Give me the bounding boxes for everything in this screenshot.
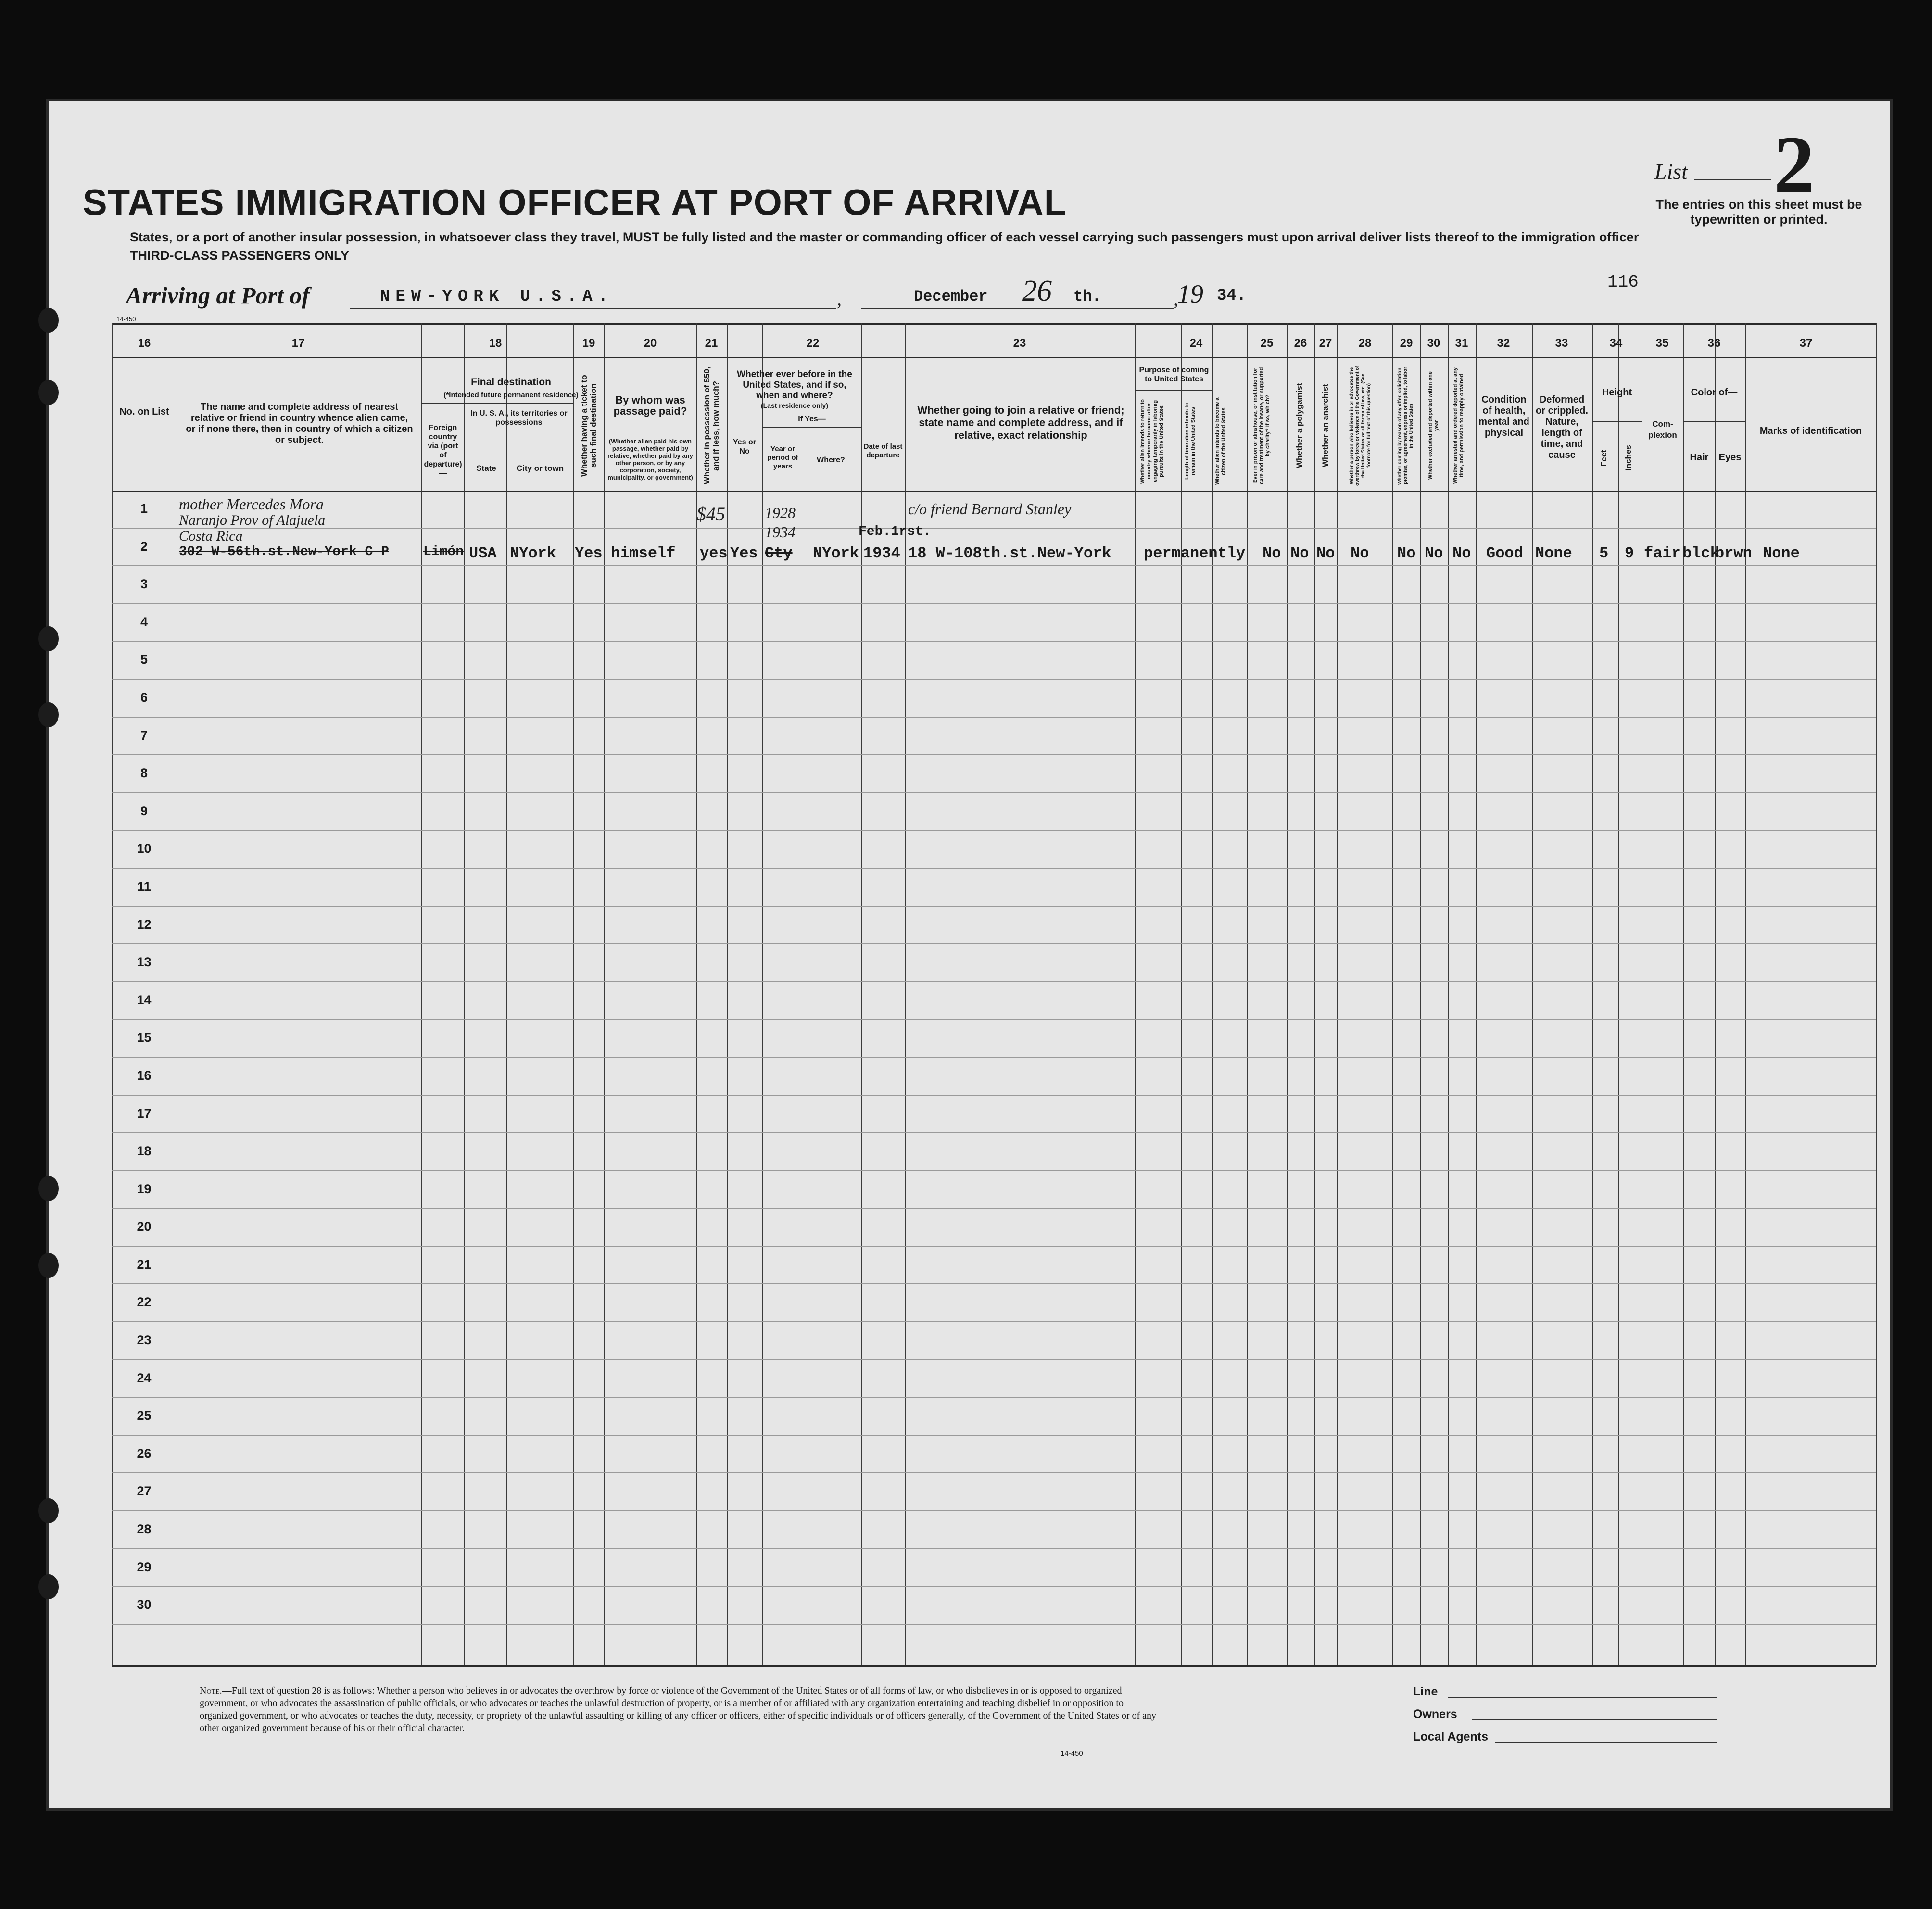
row-number: 29	[137, 1559, 152, 1574]
header-purpose: Purpose of coming to United States	[1139, 366, 1209, 383]
row-number: 17	[137, 1106, 152, 1121]
possession-value: yes	[700, 544, 728, 562]
header-nearest-relative: The name and complete address of nearest relative or friend in country whence alien came, or if none there, then in country of which a citizen or subject.	[186, 402, 413, 445]
table-row	[112, 1549, 1876, 1587]
header-purpose-length: Length of time alien intends to remain in the United States	[1184, 403, 1196, 480]
table-row	[112, 1096, 1876, 1134]
row-number: 22	[137, 1295, 152, 1310]
header-prison: Ever in prison or almshouse, or institution for care and treatment of the insane, or supported by charity? If so, which?	[1252, 367, 1271, 484]
height-inches: 9	[1625, 544, 1634, 562]
relative-place-handwritten: Naranjo Prov of Alajuela	[179, 512, 326, 528]
footnote	[200, 1684, 1157, 1734]
row-number: 6	[140, 690, 148, 705]
header-yes-no: Yes or No	[732, 438, 757, 455]
row-number: 19	[137, 1181, 152, 1196]
join-handwritten: c/o friend Bernard Stanley	[908, 500, 1072, 518]
length-of-stay: permanently	[1144, 544, 1246, 562]
row-number: 5	[140, 652, 148, 667]
header-deformed: Deformed or crippled. Nature, length of time, and cause	[1536, 394, 1588, 460]
port-value: NEW-YORK U.S.A.	[380, 288, 614, 306]
row-number: 14	[137, 992, 152, 1007]
years-handwritten-1: 1928	[765, 504, 796, 521]
table-row	[112, 1171, 1876, 1209]
ever-before-value: Yes	[730, 544, 758, 562]
header-where: Where?	[817, 456, 845, 464]
header-polygamist: Whether a polygamist	[1295, 383, 1304, 468]
table-row	[112, 1473, 1876, 1511]
owners-label: Owners	[1413, 1707, 1457, 1721]
table-row	[112, 1058, 1876, 1096]
table-row	[112, 642, 1876, 680]
overthrow-value: No	[1351, 544, 1369, 562]
port-underline	[350, 308, 836, 309]
header-height: Height	[1602, 387, 1632, 398]
deformed-value: None	[1535, 544, 1572, 562]
table-row	[112, 831, 1876, 869]
last-departure-date: Feb.1rst.	[859, 524, 932, 539]
footnote-text: —Full text of question 28 is as follows: Whether a person who believes in or advocates the overthrow by force or violence of the Government of the United States or of all forms of law, or who disbelieves in or is opposed to organized government, or who advocates the assassination of public officials, or who advocates or teaches the unlawful destruction of property, or is a member of or affiliated with any organization entertaining and teaching disbelief in or opposition to organized government, or who advocates or teaches the duty, necessity, or propriety of the unlawful assaulting or killing of any officer or officers, either of specific individuals or of officers generally, of the Government of the United States or of any other organized government because of his or their official character.	[200, 1685, 1157, 1733]
row-number: 27	[137, 1484, 152, 1499]
height-feet: 5	[1599, 544, 1609, 562]
header-inches: Inches	[1624, 445, 1633, 471]
header-last-residence: (Last residence only)	[760, 402, 829, 409]
header-anarchist: Whether an anarchist	[1321, 384, 1330, 468]
table-row	[112, 944, 1876, 982]
row-number: 8	[140, 766, 148, 781]
header-top-rule	[112, 323, 1876, 325]
header-before-in-us: Whether ever before in the United States, and if so, when and where?	[737, 369, 852, 401]
relative-country-handwritten: Costa Rica	[179, 528, 243, 544]
header-arrested: Whether arrested and ordered deported at any time, and permission to reapply obtained	[1452, 367, 1465, 484]
table-row	[112, 869, 1876, 907]
table-row	[112, 907, 1876, 945]
row-number: 30	[137, 1597, 152, 1612]
row-number: 9	[140, 803, 148, 818]
table-row	[112, 1020, 1876, 1058]
polygamist-value: No	[1290, 544, 1309, 562]
eyes-value: brwn	[1715, 544, 1752, 562]
where-value: NYork	[813, 544, 859, 562]
row-number: 11	[137, 879, 151, 894]
offer-value: No	[1397, 544, 1416, 562]
header-feet: Feet	[1599, 450, 1608, 467]
row-number: 25	[137, 1408, 152, 1423]
row-number: 3	[140, 577, 148, 592]
table-row	[112, 1436, 1876, 1474]
header-final-destination-note: (*Intended future permanent residence)	[443, 391, 579, 399]
row-number: 26	[137, 1446, 152, 1461]
anarchist-value: No	[1316, 544, 1335, 562]
header-color-of: Color of—	[1691, 387, 1738, 398]
row-number: 28	[137, 1522, 152, 1537]
table-row	[112, 1398, 1876, 1436]
table-row	[112, 1133, 1876, 1171]
header-no-on-list: No. on List	[119, 406, 169, 417]
passage-paid-value: himself	[611, 544, 676, 562]
header-marks: Marks of identification	[1759, 426, 1862, 436]
table-row	[112, 1209, 1876, 1247]
table-row	[112, 1247, 1876, 1285]
list-number: 2	[1774, 119, 1815, 210]
local-agents-label: Local Agents	[1413, 1730, 1489, 1744]
row-number: 7	[140, 728, 148, 743]
table-row	[112, 718, 1876, 756]
row-number: 10	[137, 841, 152, 856]
header-if-yes: If Yes—	[798, 415, 826, 423]
excluded-value: No	[1425, 544, 1443, 562]
column-number-rule	[112, 357, 1876, 358]
header-purpose-return: Whether alien intends to return to country whence he came after engaging temporarily in laboring pursuits in the United States	[1140, 399, 1164, 484]
row-number: 15	[137, 1030, 152, 1045]
header-going-to-join: Whether going to join a relative or friend; state name and complete address, and if relative, exact relationship	[917, 404, 1124, 441]
header-final-destination: Final destination	[471, 377, 551, 388]
destination-city: NYork	[510, 544, 556, 562]
health-value: Good	[1486, 544, 1523, 562]
arriving-label: Arriving at Port of	[126, 282, 310, 309]
hair-value: blck	[1682, 544, 1719, 562]
relative-name-handwritten: mother Mercedes Mora	[179, 495, 324, 513]
header-in-usa: In U. S. A., its territories or possessions	[470, 409, 568, 427]
header-year-period: Year or period of years	[767, 445, 798, 470]
form-code: 14-450	[116, 316, 136, 323]
header-offer: Whether coming by reason of any offer, solicitation, promise, or agreement, express or implied, to labor in the United States	[1397, 366, 1414, 485]
header-complexion: Com-plexion	[1648, 419, 1677, 440]
month-value: December	[914, 288, 988, 305]
table-row	[112, 604, 1876, 642]
table-row	[112, 1284, 1876, 1322]
years-handwritten-2: 1934	[765, 523, 796, 541]
list-label: List	[1654, 159, 1688, 184]
year-value: 34.	[1217, 287, 1247, 305]
header-city: City or town	[516, 464, 564, 473]
row-number: 13	[137, 955, 152, 970]
complexion-value: fair	[1644, 544, 1681, 562]
row-number: 12	[137, 917, 152, 932]
table-row	[112, 680, 1876, 718]
date-underline	[861, 308, 1174, 309]
header-state: State	[476, 464, 496, 473]
marks-value: None	[1763, 544, 1800, 562]
relative-address-struck: 302 W-56th.st.New-York C P	[179, 544, 389, 559]
possession-handwritten: $45	[696, 503, 725, 525]
page-number: 116	[1607, 272, 1639, 292]
years-typed-struck: Cty	[765, 544, 793, 562]
header-foreign-country: Foreign country via (port of departure)—	[424, 424, 462, 478]
page-title: STATES IMMIGRATION OFFICER AT PORT OF ARRIVAL	[83, 182, 1067, 223]
ticket-value: Yes	[575, 544, 603, 562]
arrested-value: No	[1452, 544, 1471, 562]
header-eyes: Eyes	[1718, 452, 1742, 463]
manifest-rows	[112, 491, 1876, 1625]
header-passage-paid: By whom was passage paid?	[613, 394, 687, 417]
row-number: 23	[137, 1333, 152, 1348]
row-number: 20	[137, 1219, 152, 1234]
header-overthrow: Whether a person who believes in or advocates the overthrow by force or violence of the Government of the United States or all forms of law, etc. (See footnote for full text of this question)	[1349, 366, 1372, 486]
table-row	[112, 1360, 1876, 1398]
join-address: 18 W-108th.st.New-York	[908, 544, 1111, 562]
header-last-departure: Date of last departure	[863, 442, 903, 459]
table-row	[112, 1511, 1876, 1549]
list-underline	[1694, 179, 1771, 180]
subtitle-instructions: States, or a port of another insular possession, in whatsoever class they travel, MUST be fully listed and the master or commanding officer of each vessel carrying such passengers must upon arrival deliver lists thereof to the immigration officer	[130, 230, 1639, 244]
table-row	[112, 566, 1876, 604]
footnote-label: Note.	[200, 1685, 222, 1696]
table-row	[112, 755, 1876, 793]
last-departure-year: 1934	[863, 544, 900, 562]
day-value: 26	[1022, 275, 1052, 307]
header-health: Condition of health, mental and physical	[1478, 394, 1529, 438]
table-bottom-rule	[112, 1665, 1876, 1667]
row-number: 18	[137, 1144, 152, 1159]
entries-note: The entries on this sheet must be typewritten or printed.	[1655, 197, 1862, 227]
header-excluded: Whether excluded and deported within one year	[1427, 371, 1440, 480]
header-possession: Whether in possession of $50, and if less, how much?	[702, 367, 720, 485]
year-prefix: 19	[1177, 279, 1203, 308]
subtitle-class: THIRD-CLASS PASSENGERS ONLY	[130, 248, 350, 263]
row-number: 24	[137, 1370, 152, 1385]
header-ticket: Whether having a ticket to such final destination	[580, 375, 598, 477]
row-number: 4	[140, 614, 148, 629]
table-row	[112, 793, 1876, 831]
form-code-footer: 14-450	[1061, 1749, 1083, 1757]
header-passage-paid-note: (Whether alien paid his own passage, whether paid by relative, whether paid by any other person, or by any corporation, society, municipality, or government)	[607, 438, 693, 481]
table-row	[112, 1322, 1876, 1360]
header-hair: Hair	[1690, 452, 1709, 463]
row-number: 16	[137, 1068, 152, 1083]
row-number: 21	[137, 1257, 152, 1272]
prison-value: No	[1263, 544, 1281, 562]
line-label: Line	[1413, 1685, 1438, 1698]
header-purpose-citizen: Whether alien intends to become a citizen of the United States	[1214, 397, 1226, 485]
day-suffix: th.	[1073, 288, 1101, 305]
row-number: 1	[140, 501, 148, 516]
table-row	[112, 982, 1876, 1020]
table-row	[112, 1587, 1876, 1625]
row-number: 2	[140, 539, 148, 554]
destination-state: USA	[469, 544, 497, 562]
port-of-departure: Limón	[423, 544, 464, 559]
